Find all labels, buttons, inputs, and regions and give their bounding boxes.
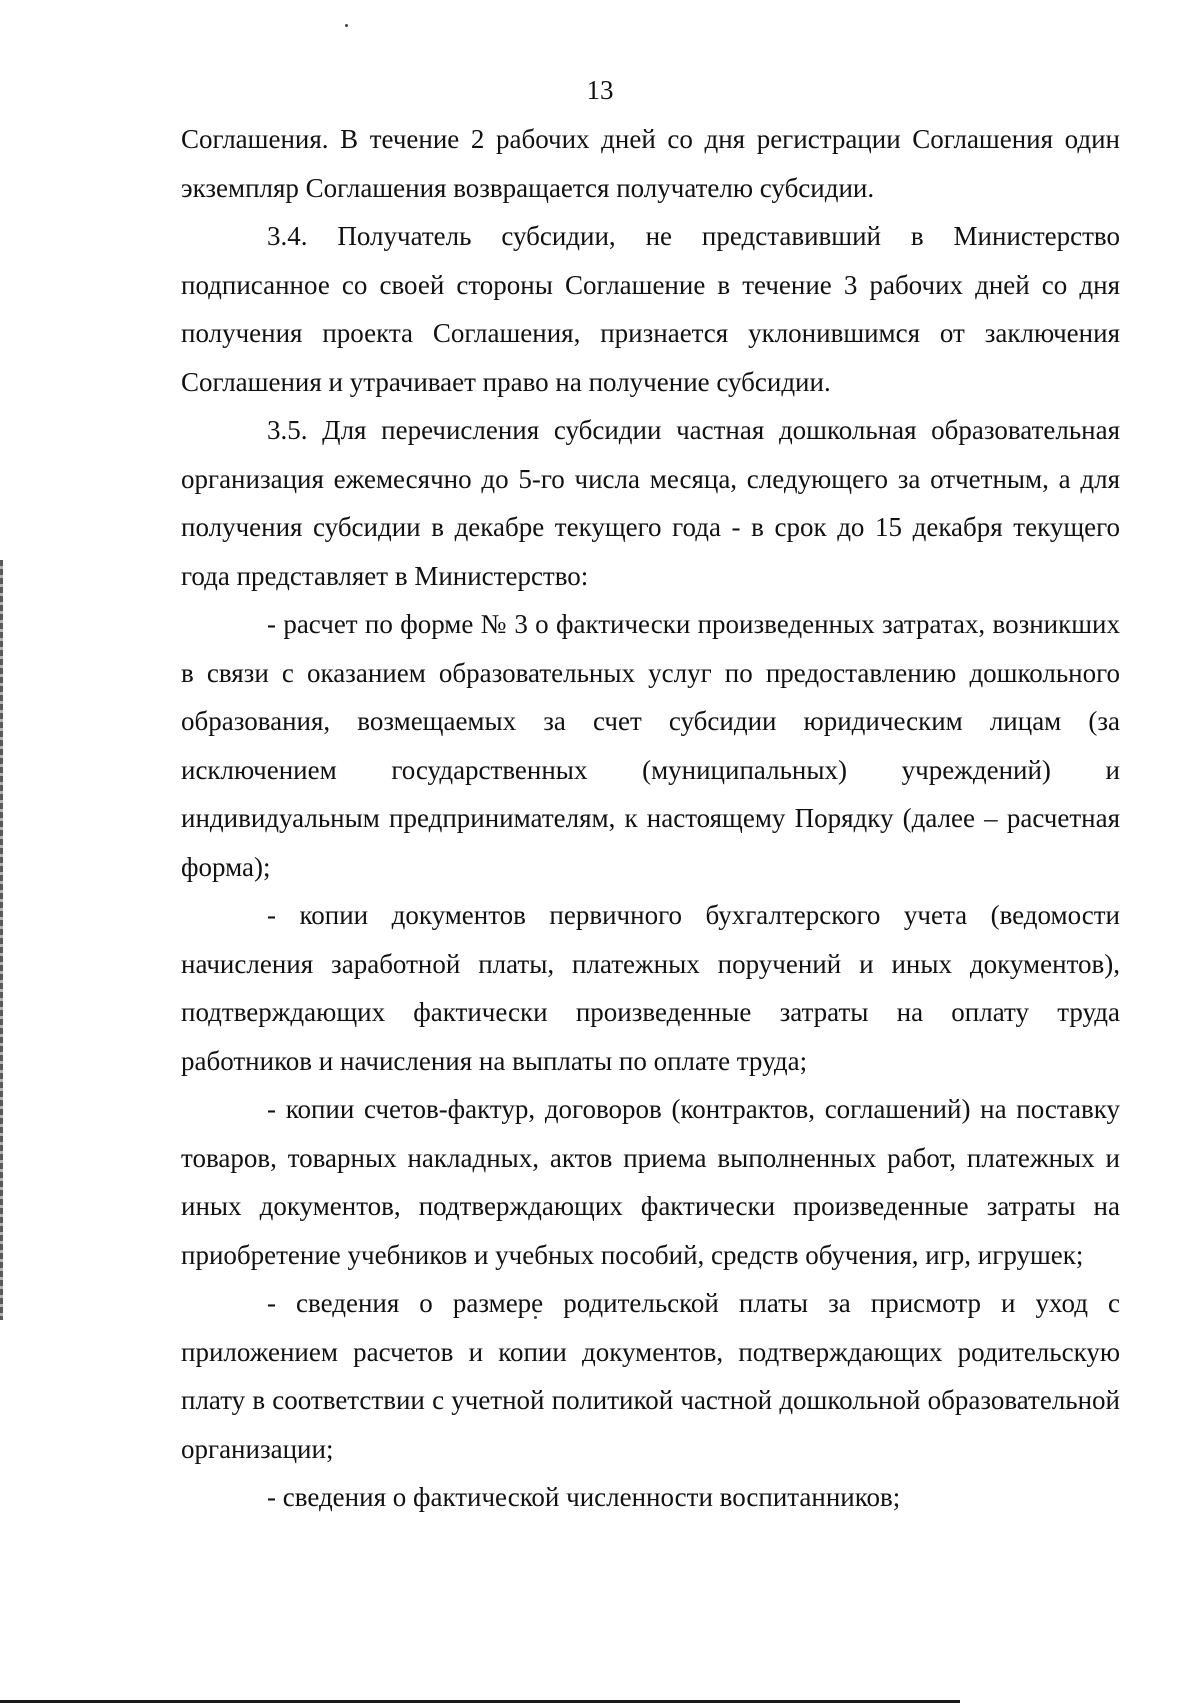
list-item-pupil-count: - сведения о фактической численности воспитанников;	[267, 1482, 901, 1512]
paragraph-continuation: Соглашения. В течение 2 рабочих дней со дня регистрации Соглашения один экземпляр Соглашения возвращается получателю субсидии.	[181, 124, 1120, 203]
page-number: 13	[586, 75, 614, 105]
list-item-parental-fee: - сведения о размере родительской платы за присмотр и уход с приложением расчетов и копии документов, подтверждающих родительскую плату в соответствии с учетной политикой частной дошкольной образовательной организации;	[181, 1288, 1120, 1464]
scan-left-edge-artifact	[0, 560, 3, 1320]
paragraph-3-5: 3.5. Для перечисления субсидии частная дошкольная образовательная организация ежемесячно до 5-го числа месяца, следующего за отчетным, а для получения субсидии в декабре текущего года - в срок до 15 декабря текущего года представляет в Министерство:	[181, 415, 1120, 591]
list-item-calculation-form: - расчет по форме № 3 о фактически произведенных затратах, возникших в связи с оказанием образовательных услуг по предоставлению дошкольного образования, возмещаемых за счет субсидии юридическим лицам (за исключением государственных (муниципальных) учреждений) и индивидуальным предпринимателям, к настоящему Порядку (далее – расчетная форма);	[181, 609, 1120, 882]
list-item-accounting-documents: - копии документов первичного бухгалтерского учета (ведомости начисления заработной платы, платежных поручений и иных документов), подтверждающих фактически произведенные затраты на оплату труда работников и начисления на выплаты по оплате труда;	[181, 900, 1120, 1076]
document-body	[181, 115, 1120, 1522]
scan-bottom-edge-artifact	[0, 1700, 960, 1703]
list-item-invoices-contracts: - копии счетов-фактур, договоров (контрактов, соглашений) на поставку товаров, товарных накладных, актов приема выполненных работ, платежных и иных документов, подтверждающих фактически произведенные затраты на приобретение учебников и учебных пособий, средств обучения, игр, игрушек;	[181, 1094, 1120, 1270]
paragraph-3-4: 3.4. Получатель субсидии, не представивший в Министерство подписанное со своей стороны Соглашение в течение 3 рабочих дней со дня получения проекта Соглашения, признается уклонившимся от заключения Соглашения и утрачивает право на получение субсидии.	[181, 221, 1120, 397]
scan-speck	[345, 24, 348, 27]
